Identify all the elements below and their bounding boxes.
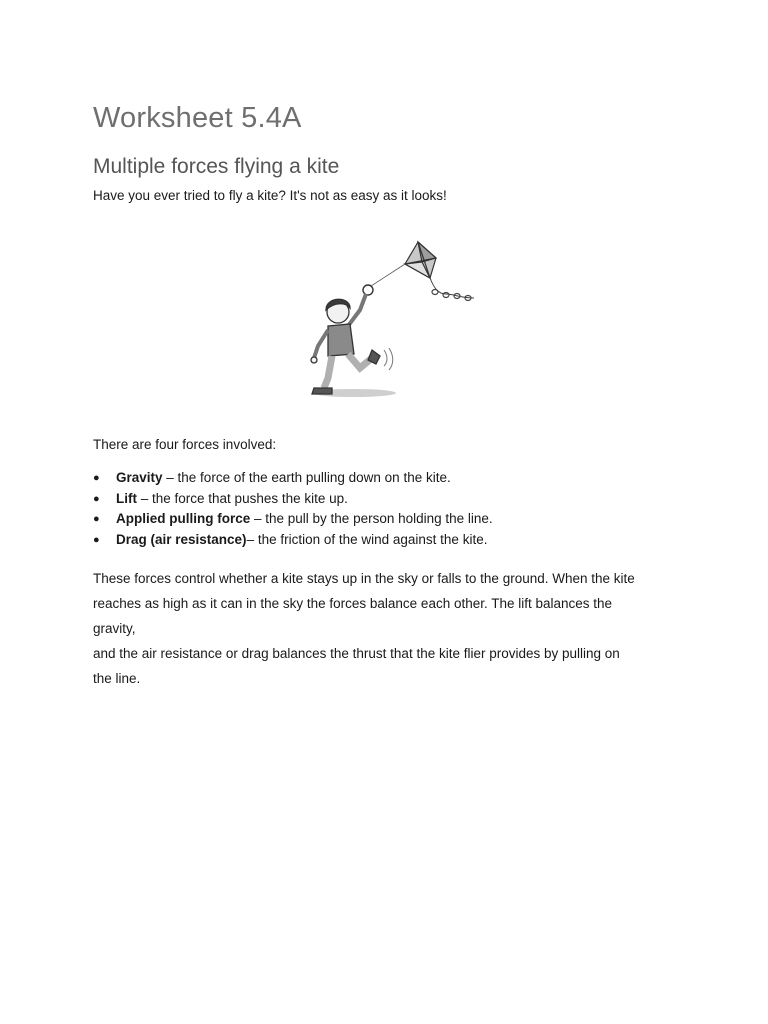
paragraph-line: reaches as high as it can in the sky the forces balance each other. The lift balances the [93, 596, 613, 611]
paragraph-line: and the air resistance or drag balances the thrust that the kite flier provides by pulling on [93, 646, 620, 661]
section-heading: Multiple forces flying a kite [93, 155, 340, 178]
motion-lines [384, 348, 393, 370]
list-item [93, 489, 693, 510]
force-description: – the pull by the person holding the line. [250, 511, 493, 526]
list-item [93, 530, 693, 551]
kite-icon [405, 242, 436, 278]
explanation-paragraph [93, 566, 673, 691]
forces-intro: There are four forces involved: [93, 437, 277, 452]
paragraph-line: the line. [93, 671, 141, 686]
force-description: – the friction of the wind against the kite. [246, 531, 488, 547]
page-title: Worksheet 5.4A [93, 102, 302, 134]
bullet-icon: ● [93, 513, 100, 525]
paragraph-line: gravity, [93, 621, 136, 636]
force-term: Applied pulling force [116, 511, 251, 526]
forces-list [93, 468, 693, 550]
bullet-icon: ● [93, 533, 100, 546]
force-term: Lift [116, 490, 137, 506]
paragraph-line: These forces control whether a kite stays up in the sky or falls to the ground. When the kite [93, 571, 635, 586]
force-description: – the force that pushes the kite up. [137, 490, 348, 506]
bullet-icon: ● [93, 492, 100, 505]
intro-text: Have you ever tried to fly a kite? It's not as easy as it looks! [93, 188, 447, 203]
force-description: – the force of the earth pulling down on the kite. [162, 470, 451, 485]
boy-figure [311, 294, 380, 394]
force-term: Gravity [116, 470, 163, 485]
list-item [93, 509, 693, 530]
kite-string [368, 264, 405, 288]
list-item [93, 468, 693, 489]
boy-flying-kite-illustration [288, 238, 484, 400]
force-term: Drag (air resistance) [116, 531, 247, 547]
bullet-icon: ● [93, 472, 100, 484]
